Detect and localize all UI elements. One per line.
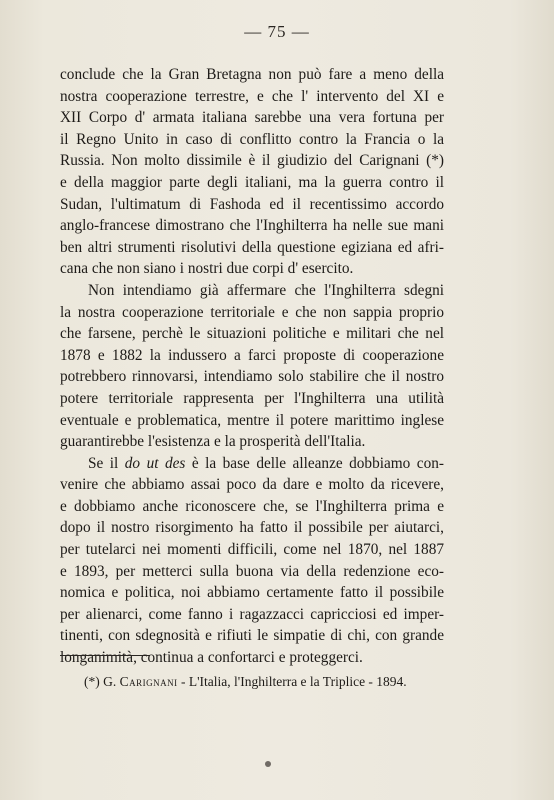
- text-line: potrebbero rinnovarsi, intendiamo solo stabilire che il nostro: [60, 368, 444, 386]
- text-line: Non intendiamo già affermare che l'Inghilterra sdegni: [88, 281, 444, 299]
- text-line: guarantirebbe l'esistenza e la prosperità dell'Italia.: [60, 433, 366, 451]
- text-line: XII Corpo d' armata italiana sarebbe una vera fortuna per: [60, 109, 444, 127]
- body-text: [60, 64, 444, 669]
- text-line: nomica e politica, noi abbiamo certamente fatto il possibile: [60, 584, 444, 602]
- text-line: cana che non siano i nostri due corpi d' esercito.: [60, 260, 354, 278]
- text-line: ben altri strumenti risolutivi della questione egiziana ed afri-: [60, 238, 444, 256]
- text-line: 1878 e 1882 la indussero a farci proposte di cooperazione: [60, 346, 444, 364]
- text-line: venire che abbiamo assai poco da dare e molto da ricevere,: [60, 476, 444, 494]
- footnote: [84, 674, 464, 690]
- text-line: eventuale e problematica, mentre il potere marittimo inglese: [60, 411, 444, 429]
- footnote-author: Carignani: [119, 674, 178, 689]
- paragraph-1: [60, 64, 444, 280]
- text-line: dopo il nostro risorgimento ha fatto il possibile per aiutarci,: [60, 519, 444, 537]
- text-run: è la base delle alleanze dobbiamo con-: [185, 454, 444, 472]
- paragraph-3: [60, 453, 444, 669]
- paragraph-2: [60, 280, 444, 453]
- text-line: nostra cooperazione terrestre, e che l' intervento del XI e: [60, 87, 444, 105]
- text-line: per tutelarci nei momenti difficili, come nel 1870, nel 1887: [60, 541, 444, 559]
- page-number: — 75 —: [244, 22, 310, 41]
- text-line: e 1893, per metterci sulla buona via della redenzione eco-: [60, 562, 444, 580]
- text-line: potere territoriale rappresenta per l'Inghilterra una utilità: [60, 389, 444, 407]
- text-line: per alienarci, come fanno i ragazzacci capricciosi ed imper-: [60, 605, 444, 623]
- text-line: conclude che la Gran Bretagna non può fare a meno della: [60, 66, 444, 83]
- text-line: Russia. Non molto dissimile è il giudizio del Carignani (*): [60, 152, 444, 170]
- paper-speck: [265, 761, 271, 767]
- text-line: che farsene, perchè le situazioni politiche e militari che nel: [60, 325, 444, 343]
- italic-phrase: do ut des: [124, 454, 186, 472]
- footnote-marker: (*) G.: [84, 674, 120, 689]
- text-line: [60, 453, 444, 475]
- text-line: tinenti, con sdegnosità e rifiuti le simpatie di chi, con grande: [60, 627, 444, 645]
- footnote-citation: - L'Italia, l'Inghilterra e la Triplice - 1894.: [177, 674, 407, 689]
- text-line: la nostra cooperazione territoriale e che non sappia proprio: [60, 303, 444, 321]
- text-run: Se il: [88, 454, 125, 472]
- text-line: e dobbiamo anche riconoscere che, se l'Inghilterra prima e: [60, 497, 444, 515]
- text-line: longanimità, continua a confortarci e proteggerci.: [60, 649, 363, 667]
- text-line: il Regno Unito in caso di conflitto contro la Francia o la: [60, 130, 444, 148]
- text-line: e della maggior parte degli italiani, ma la guerra contro il: [60, 173, 444, 191]
- footnote-divider: [60, 655, 150, 656]
- text-line: anglo-francese dimostrano che l'Inghilterra ha nelle sue mani: [60, 217, 444, 235]
- text-line: Sudan, l'ultimatum di Fashoda ed il recentissimo accordo: [60, 195, 444, 213]
